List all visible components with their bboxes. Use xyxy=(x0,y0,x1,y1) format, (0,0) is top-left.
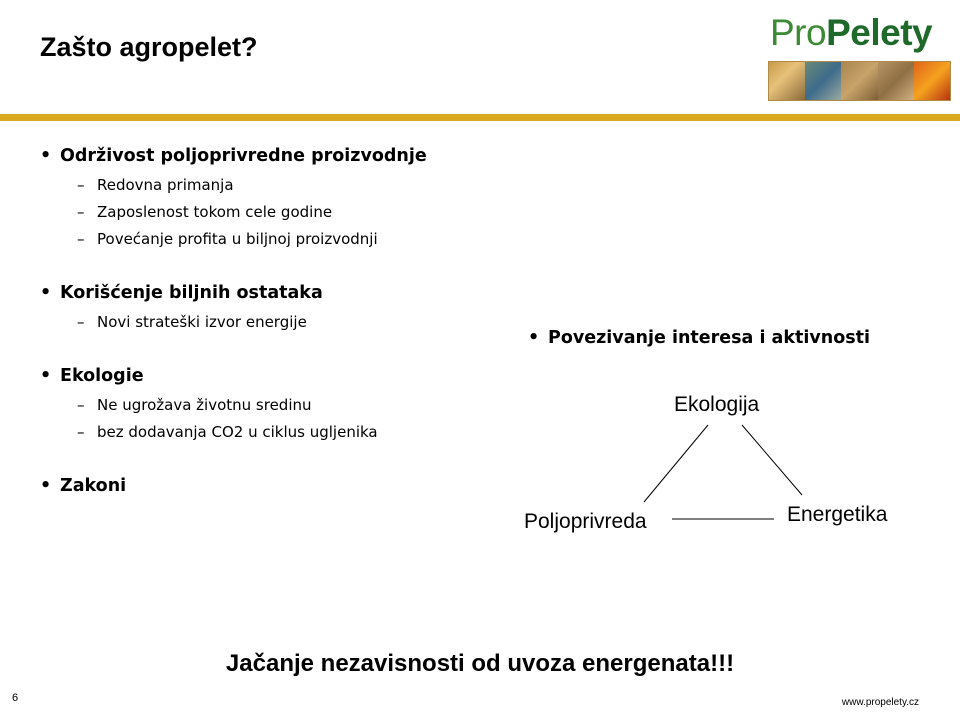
sub-item: – Novi strateški izvor energije xyxy=(40,309,510,336)
bullet-item: • Zakoni xyxy=(40,476,510,496)
logo-photo-pellets-2 xyxy=(878,62,914,100)
propelety-logo xyxy=(768,12,950,100)
node-energetika: Energetika xyxy=(787,503,888,526)
logo-wordmark xyxy=(770,12,932,54)
node-poljoprivreda: Poljoprivreda xyxy=(524,510,647,533)
logo-photo-strip xyxy=(768,61,951,101)
sub-list xyxy=(40,172,510,253)
bullet-item: • Ekologie xyxy=(40,366,510,386)
sub-item: – bez dodavanja CO2 u ciklus ugljenika xyxy=(40,419,510,446)
logo-photo-bales xyxy=(769,62,805,100)
sub-item: – Ne ugrožava životnu sredinu xyxy=(40,392,510,419)
bullet-list xyxy=(40,146,510,526)
bullet-group xyxy=(40,476,510,496)
line-top-right xyxy=(742,425,802,495)
line-top-left xyxy=(644,425,708,502)
bullet-group xyxy=(40,283,510,336)
page-number: 6 xyxy=(12,692,19,704)
bullet-item: • Korišćenje biljnih ostataka xyxy=(40,283,510,303)
sub-list xyxy=(40,309,510,336)
logo-pelety-text: Pelety xyxy=(826,12,933,53)
bullet-group xyxy=(40,146,510,253)
logo-pro-text: Pro xyxy=(770,12,827,53)
logo-photo-fire xyxy=(914,62,950,100)
node-ekologija: Ekologija xyxy=(674,393,760,416)
footer-url: www.propelety.cz xyxy=(841,697,919,708)
logo-photo-machine xyxy=(805,62,841,100)
interest-triangle-diagram xyxy=(520,385,920,545)
sub-item: – Povećanje profita u biljnoj proizvodnji xyxy=(40,226,510,253)
sub-item: – Redovna primanja xyxy=(40,172,510,199)
bullet-group xyxy=(40,366,510,446)
sub-item: – Zaposlenost tokom cele godine xyxy=(40,199,510,226)
sub-list xyxy=(40,392,510,446)
bullet-item: • Održivost poljoprivredne proizvodnje xyxy=(40,146,510,166)
right-bullet: • Povezivanje interesa i aktivnosti xyxy=(528,328,870,348)
header-rule xyxy=(0,114,960,121)
logo-photo-pellets xyxy=(841,62,877,100)
slide-title: Zašto agropelet? xyxy=(40,32,258,62)
conclusion-text: Jačanje nezavisnosti od uvoza energenata!!! xyxy=(225,650,735,677)
